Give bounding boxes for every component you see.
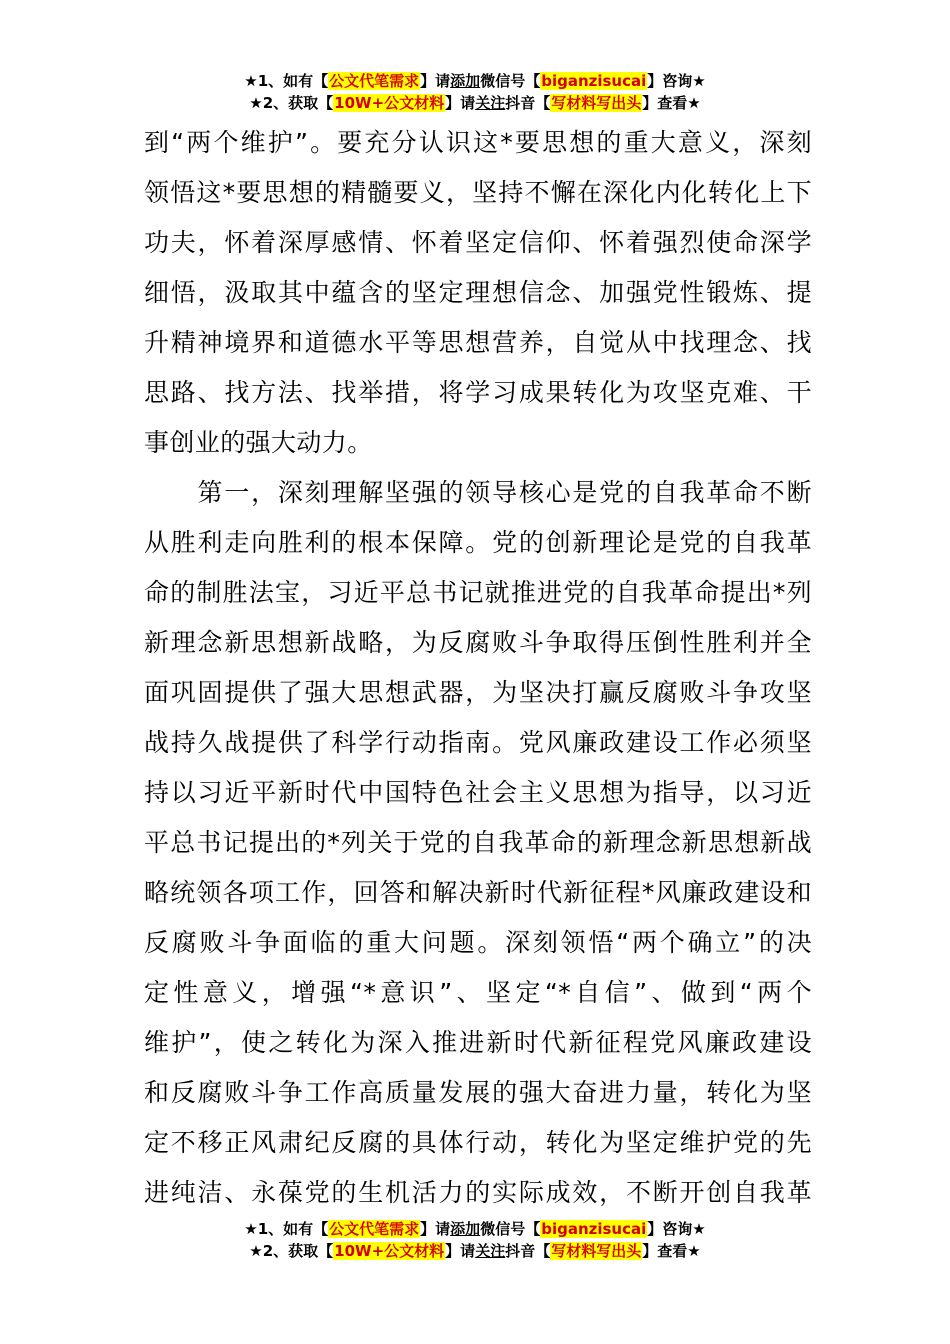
star-icon: ★ [687, 94, 701, 112]
body-line: 维护”，使之转化为深入推进新时代新征程党风廉政建设 [144, 1028, 812, 1057]
banner-text: 】请 [420, 72, 451, 90]
banner-underlined-text: 关注 [475, 1242, 506, 1260]
body-line: 和反腐败斗争工作高质量发展的强大奋进力量，转化为坚 [144, 1078, 812, 1107]
banner-text: 微信号【 [480, 1220, 541, 1238]
banner-text: 】咨询 [647, 1220, 693, 1238]
star-icon: ★ [244, 72, 258, 90]
highlight-wechat-id: biganzisucai [541, 72, 647, 90]
banner-text: 1、如有【 [257, 1220, 329, 1238]
star-icon: ★ [687, 1242, 701, 1260]
banner-text: 】咨询 [647, 72, 693, 90]
banner-text: 】查看 [642, 1242, 688, 1260]
star-icon: ★ [249, 1242, 263, 1260]
body-line: 面巩固提供了强大思想武器，为坚决打赢反腐败斗争攻坚 [144, 678, 812, 707]
paragraph-start-line: 第一，深刻理解坚强的领导核心是党的自我革命不断 [144, 478, 812, 507]
body-line: 升精神境界和道德水平等思想营养，自觉从中找理念、找 [144, 328, 812, 357]
body-line: 细悟，汲取其中蕴含的坚定理想信念、加强党性锻炼、提 [144, 278, 812, 307]
body-line: 进纯洁、永葆党的生机活力的实际成效，不断开创自我革 [144, 1178, 812, 1207]
banner-text: 】请 [445, 94, 476, 112]
body-line: 定不移正风肃纪反腐的具体行动，转化为坚定维护党的先 [144, 1128, 812, 1157]
banner-underlined-text: 关注 [475, 94, 506, 112]
body-line: 平总书记提出的*列关于党的自我革命的新理念新思想新战 [144, 828, 812, 857]
banner-text: 1、如有【 [257, 72, 329, 90]
body-line: 从胜利走向胜利的根本保障。党的创新理论是党的自我革 [144, 528, 812, 557]
banner-line-1 [0, 70, 950, 92]
body-line: 思路、找方法、找举措，将学习成果转化为攻坚克难、干 [144, 378, 812, 407]
body-line: 事创业的强大动力。 [144, 428, 373, 457]
banner-line-1 [0, 1218, 950, 1240]
star-icon: ★ [692, 1220, 706, 1238]
highlight-service: 公文代笔需求 [329, 72, 420, 90]
body-line: 持以习近平新时代中国特色社会主义思想为指导，以习近 [144, 778, 812, 807]
highlight-douyin-account: 写材料写出头 [551, 94, 642, 112]
body-line: 功夫，怀着深厚感情、怀着坚定信仰、怀着强烈使命深学 [144, 228, 812, 257]
banner-text: 】请 [445, 1242, 476, 1260]
footer-banner [0, 1218, 950, 1262]
banner-underlined-text: 添加 [450, 1220, 481, 1238]
banner-line-2 [0, 1240, 950, 1262]
banner-text: 抖音【 [505, 94, 551, 112]
highlight-service: 公文代笔需求 [329, 1220, 420, 1238]
body-line: 战持久战提供了科学行动指南。党风廉政建设工作必须坚 [144, 728, 812, 757]
banner-text: 】请 [420, 1220, 451, 1238]
header-banner [0, 70, 950, 114]
banner-line-2 [0, 92, 950, 114]
body-line: 定性意义，增强“*意识”、坚定“*自信”、做到“两个 [144, 978, 812, 1007]
document-body [144, 118, 812, 1218]
banner-underlined-text: 添加 [450, 72, 481, 90]
body-line: 略统领各项工作，回答和解决新时代新征程*风廉政建设和 [144, 878, 812, 907]
highlight-wechat-id: biganzisucai [541, 1220, 647, 1238]
highlight-materials: 10W+公文材料 [334, 1242, 445, 1260]
highlight-materials: 10W+公文材料 [334, 94, 445, 112]
banner-text: 微信号【 [480, 72, 541, 90]
banner-text: 抖音【 [505, 1242, 551, 1260]
banner-text: 】查看 [642, 94, 688, 112]
star-icon: ★ [249, 94, 263, 112]
highlight-douyin-account: 写材料写出头 [551, 1242, 642, 1260]
body-line: 反腐败斗争面临的重大问题。深刻领悟“两个确立”的决 [144, 928, 812, 957]
banner-text: 2、获取【 [262, 94, 334, 112]
star-icon: ★ [244, 1220, 258, 1238]
body-line: 领悟这*要思想的精髓要义，坚持不懈在深化内化转化上下 [144, 178, 812, 207]
body-line: 到“两个维护”。要充分认识这*要思想的重大意义，深刻 [144, 128, 812, 157]
star-icon: ★ [692, 72, 706, 90]
body-line: 新理念新思想新战略，为反腐败斗争取得压倒性胜利并全 [144, 628, 812, 657]
banner-text: 2、获取【 [262, 1242, 334, 1260]
body-line: 命的制胜法宝，习近平总书记就推进党的自我革命提出*列 [144, 578, 812, 607]
